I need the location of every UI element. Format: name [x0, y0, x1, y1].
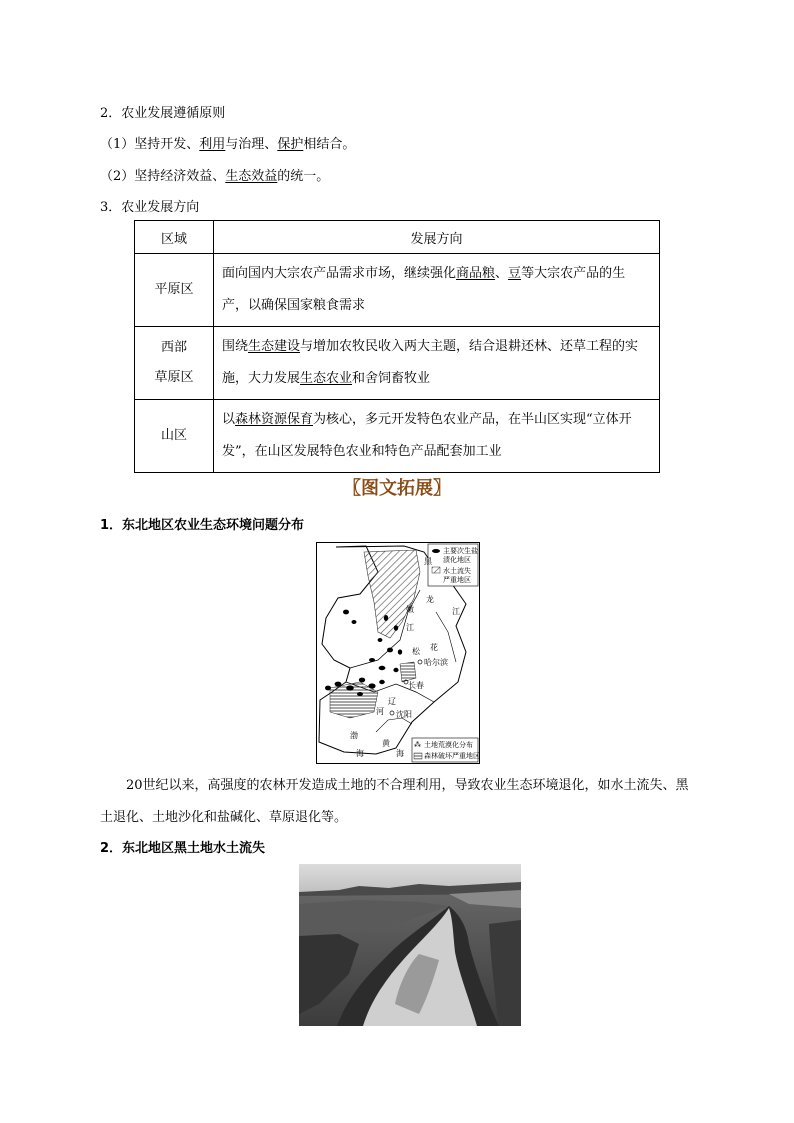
- text: 西部: [160, 340, 187, 355]
- keyword: 生态效益: [225, 169, 278, 184]
- text: 草原区: [154, 370, 194, 385]
- region-cell: 山区: [135, 400, 214, 473]
- keyword: 保护: [277, 137, 304, 152]
- text: 的统一。: [277, 169, 330, 184]
- direction-cell: [214, 327, 660, 400]
- city-label: 长春: [408, 681, 424, 690]
- region-cell: 平原区: [135, 254, 214, 327]
- col-region: 区域: [135, 221, 214, 254]
- item-2-heading: 2．东北地区黑土地水土流失: [100, 841, 266, 856]
- forest-legend-icon: [414, 753, 422, 759]
- explanation-paragraph: 20世纪以来，高强度的农林开发造成土地的不合理利用，导致农业生态环境退化，如水土流失、黑土退化、土地沙化和盐碱化、草原退化等。: [100, 778, 689, 825]
- text: 相结合。: [303, 137, 356, 152]
- section-title: 〖图文拓展〗: [343, 478, 451, 499]
- desert-legend-icon: ⁂: [414, 741, 421, 749]
- table-row: [135, 400, 660, 473]
- erosion-photo: [299, 864, 521, 1026]
- text: 与增加农牧民收入两大主题，结合退耕还林、还草工程的实施，大力发展: [222, 339, 639, 386]
- keyword: 利用: [199, 137, 226, 152]
- principle-item-1: [100, 133, 355, 152]
- sea-label: 黄: [382, 739, 390, 748]
- text: 为核心，多元开发特色农业产品，在半山区实现“立体开发”，在山区发展特色农业和特色产品配套加工业: [222, 412, 632, 459]
- text: 和舍饲畜牧业: [352, 371, 431, 386]
- table-row: [135, 327, 660, 400]
- text: 围绕: [222, 339, 249, 354]
- text: 以: [222, 412, 236, 427]
- legend-water-loss-line2: 严重地区: [443, 576, 471, 584]
- city-label: 哈尔滨: [424, 658, 448, 667]
- river-label: 江: [452, 607, 460, 616]
- river-label: 松: [412, 647, 420, 656]
- sea-label: 渤: [350, 731, 358, 740]
- river-label: 辽: [388, 697, 396, 706]
- text: （2）坚持经济效益、: [100, 169, 226, 184]
- water-loss-legend-icon: [432, 567, 440, 573]
- river-label: 龙: [426, 595, 434, 604]
- map-svg: [316, 542, 480, 764]
- legend-salinization-line2: 渍化地区: [443, 556, 471, 564]
- keyword: 生态建设: [248, 339, 301, 354]
- item-1-heading: 1．东北地区农业生态环境问题分布: [100, 518, 305, 533]
- text: 面向国内大宗农产品需求市场，继续强化: [222, 266, 457, 281]
- principles-heading: 2．农业发展遵循原则: [100, 106, 226, 121]
- photo-svg: [299, 864, 521, 1026]
- direction-cell: [214, 400, 660, 473]
- text: 、: [495, 266, 509, 281]
- keyword: 豆: [508, 266, 522, 281]
- salinization-legend-icon: [432, 549, 440, 553]
- text: （1）坚持开发、: [100, 137, 200, 152]
- direction-table: [134, 220, 660, 473]
- river-label: 河: [376, 707, 384, 716]
- col-direction: 发展方向: [214, 221, 660, 254]
- sea-label: 海: [356, 749, 364, 758]
- table-header-row: [135, 221, 660, 254]
- keyword: 森林资源保育: [235, 412, 314, 427]
- region-cell: [135, 327, 214, 400]
- legend-desertification: 土地荒漠化分布: [424, 741, 473, 749]
- keyword: 商品粮: [456, 266, 496, 281]
- text: 等大宗农产品的生产，以确保国家粮食需求: [222, 266, 626, 313]
- legend-salinization-line1: 主要次生盐: [443, 547, 478, 555]
- northeast-map: [316, 542, 480, 764]
- direction-cell: [214, 254, 660, 327]
- river-label: 花: [430, 643, 438, 652]
- legend-water-loss-line1: 水土流失: [443, 567, 471, 575]
- text: 与治理、: [225, 137, 278, 152]
- river-label: 江: [406, 623, 414, 632]
- legend-forest-damage: 森林破坏严重地区: [424, 752, 480, 760]
- table-row: [135, 254, 660, 327]
- sea-label: 海: [396, 749, 404, 758]
- river-label: 黑: [424, 557, 432, 566]
- city-label: 沈阳: [396, 710, 412, 719]
- direction-heading: 3．农业发展方向: [100, 200, 200, 215]
- principle-item-2: [100, 165, 329, 184]
- river-label: 嫩: [406, 605, 414, 614]
- keyword: 生态农业: [300, 371, 353, 386]
